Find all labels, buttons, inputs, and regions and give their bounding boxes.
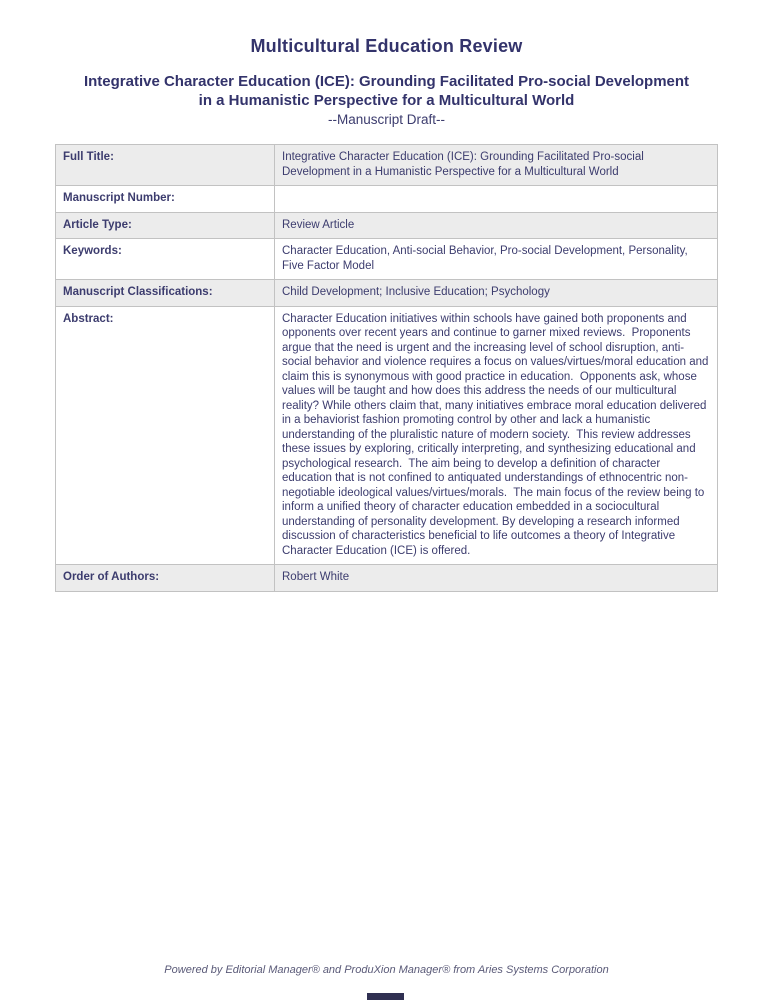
- field-label-abstract: Abstract:: [56, 306, 275, 565]
- table-row: [56, 565, 718, 592]
- manuscript-draft-label: --Manuscript Draft--: [327, 112, 445, 127]
- field-value-abstract: Character Education initiatives within schools have gained both proponents and opponents over recent years and continue to garner mixed reviews. Proponents argue that the need is urgent and the increasing level of school disruption, anti-social behavior and violence requires a focus on values/virtues/moral education and claim this is synonymous with good practice in education. Opponents ask, whose values will be taught and how does this address the needs of our multicultural reality? While others claim that, many initiatives embrace moral education delivered in a behaviorist fashion promoting control by other and lack a humanistic understanding of the pluralistic nature of modern society. This review addresses these issues by exploring, critically interpreting, and synthesizing educational and psychological research. The aim being to develop a definition of character education that is not confined to antiquated understandings of ethnocentric non-negotiable ideological values/virtues/morals. The main focus of the review being to inform a unified theory of character education embedded in a sociocultural understanding of personality development. By developing a research informed discussion of characteristics beneficial to life outcomes a theory of Integrative Character Education (ICE) is offered.: [275, 306, 718, 565]
- powered-by-footer: Powered by Editorial Manager® and ProduXion Manager® from Aries Systems Corporation: [164, 964, 609, 976]
- table-row: [56, 239, 718, 280]
- next-page-edge-artifact: [367, 993, 404, 1000]
- field-label-article-type: Article Type:: [56, 212, 275, 239]
- field-label-manuscript-number: Manuscript Number:: [56, 186, 275, 213]
- table-row: [56, 212, 718, 239]
- field-value-keywords: Character Education, Anti-social Behavior, Pro-social Development, Personality, Five Factor Model: [275, 239, 718, 280]
- manuscript-details-table: [55, 144, 718, 592]
- field-label-manuscript-classifications: Manuscript Classifications:: [56, 280, 275, 307]
- table-row: [56, 186, 718, 213]
- field-value-full-title: Integrative Character Education (ICE): Grounding Facilitated Pro-social Development in a Humanistic Perspective for a Multicultural World: [275, 145, 718, 186]
- field-value-order-of-authors: Robert White: [275, 565, 718, 592]
- table-row: [56, 145, 718, 186]
- table-row: [56, 280, 718, 307]
- field-label-order-of-authors: Order of Authors:: [56, 565, 275, 592]
- field-value-manuscript-number: [275, 186, 718, 213]
- manuscript-title: [0, 72, 773, 110]
- journal-title: Multicultural Education Review: [250, 36, 523, 56]
- field-label-full-title: Full Title:: [56, 145, 275, 186]
- field-label-keywords: Keywords:: [56, 239, 275, 280]
- field-value-manuscript-classifications: Child Development; Inclusive Education; Psychology: [275, 280, 718, 307]
- page-header: [0, 0, 773, 127]
- field-value-article-type: Review Article: [275, 212, 718, 239]
- manuscript-title-line1: Integrative Character Education (ICE): Grounding Facilitated Pro-social Development: [83, 73, 690, 90]
- manuscript-title-line2: in a Humanistic Perspective for a Multicultural World: [198, 92, 575, 109]
- table-row: [56, 306, 718, 565]
